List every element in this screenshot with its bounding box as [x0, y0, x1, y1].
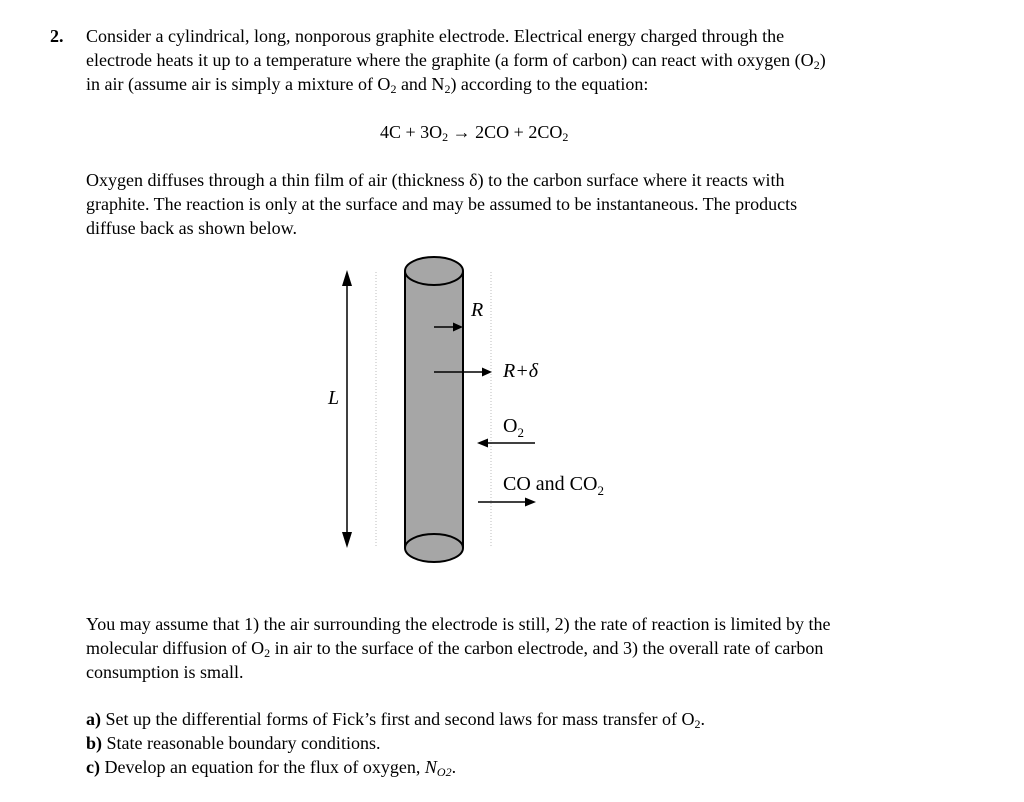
equation-sub-1: 2: [442, 130, 449, 144]
intro-line-3c: ) according to the equation:: [450, 74, 649, 94]
flux-variable: N: [424, 757, 437, 777]
question-c: [86, 755, 986, 779]
oxygen-label-main: O: [503, 415, 518, 437]
o2-subscript: 2: [813, 58, 820, 72]
length-label: L: [328, 387, 340, 409]
question-a-text: Set up the differential forms of Fick’s first and second laws for mass transfer of O: [101, 709, 695, 729]
diffusion-line-3: diffuse back as shown below.: [86, 218, 297, 238]
equation-products: → 2CO + 2CO: [448, 122, 563, 142]
cylinder-body: [405, 271, 463, 548]
film-thickness-label: R+δ: [503, 360, 539, 382]
products-label-main: CO and CO: [503, 473, 598, 495]
oxygen-label: [503, 415, 524, 440]
question-b-text: State reasonable boundary conditions.: [102, 733, 381, 753]
equation-sub-2: 2: [562, 130, 569, 144]
radius-label: R: [471, 299, 484, 321]
problem-number: 2.: [50, 26, 64, 46]
assumptions-line-2: [86, 636, 986, 660]
n2-subscript: 2: [444, 82, 451, 96]
intro-line-2-text: electrode heats it up to a temperature where the graphite (a form of carbon) can react with oxygen (O: [86, 50, 814, 70]
products-label-sub: 2: [597, 483, 604, 498]
equation-reactants: 4C + 3O: [380, 122, 443, 142]
assumptions-line-1: You may assume that 1) the air surrounding the electrode is still, 2) the rate of reaction is limited by the: [86, 614, 831, 634]
cylinder-top-face: [405, 257, 463, 285]
o2-subscript: 2: [264, 646, 271, 660]
o2-subscript: 2: [390, 82, 397, 96]
question-a-end: .: [700, 709, 706, 729]
length-arrow-top-head: [342, 270, 352, 286]
oxygen-label-sub: 2: [517, 425, 524, 440]
question-c-label: c): [86, 757, 100, 777]
question-c-text: Develop an equation for the flux of oxygen,: [99, 757, 425, 777]
assumptions-paragraph: [86, 612, 986, 684]
flux-variable-sub: O2: [436, 765, 452, 779]
cylinder-bottom-face: [405, 534, 463, 562]
question-a-label: a): [86, 709, 101, 729]
assumptions-line-3: consumption is small.: [86, 662, 244, 682]
question-b-label: b): [86, 733, 103, 753]
intro-line-2-end: ): [819, 50, 826, 70]
question-b: [86, 731, 986, 755]
intro-line-3b: and N: [396, 74, 445, 94]
intro-line-3a: in air (assume air is simply a mixture of O: [86, 74, 391, 94]
diffusion-line-2: graphite. The reaction is only at the surface and may be assumed to be instantaneous. The products: [86, 194, 798, 214]
intro-line-1: Consider a cylindrical, long, nonporous graphite electrode. Electrical energy charged through the: [86, 26, 785, 46]
products-label: [503, 473, 604, 498]
length-arrow-bottom-head: [342, 532, 352, 548]
oxygen-arrow-head: [477, 439, 488, 448]
diffusion-line-1: Oxygen diffuses through a thin film of air (thickness δ) to the carbon surface where it reacts with: [86, 170, 785, 190]
question-a: [86, 707, 986, 731]
questions-list: [86, 707, 986, 779]
assumptions-line-2a: molecular diffusion of O: [86, 638, 265, 658]
assumptions-line-2b: in air to the surface of the carbon electrode, and 3) the overall rate of carbon: [270, 638, 824, 658]
products-arrow-head: [525, 498, 536, 507]
question-c-end: .: [451, 757, 457, 777]
o2-subscript: 2: [694, 717, 701, 731]
graphite-cylinder: [405, 257, 463, 562]
